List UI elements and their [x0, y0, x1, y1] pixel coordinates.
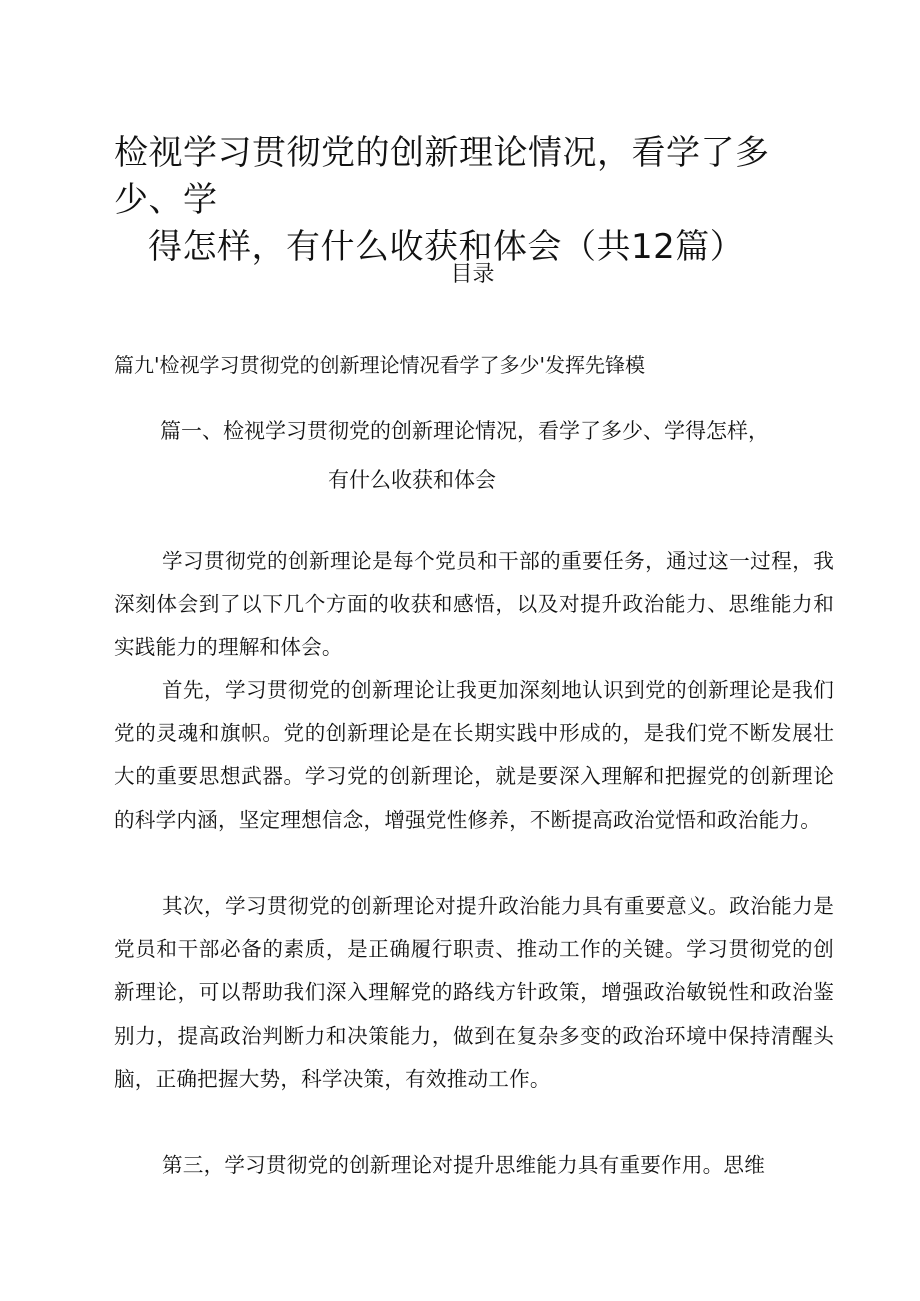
section-heading-line-2: 有什么收获和体会	[328, 468, 496, 492]
document-title	[114, 130, 834, 271]
body-paragraph: 首先，学习贯彻党的创新理论让我更加深刻地认识到党的创新理论是我们党的灵魂和旗帜。党的创新理论是在长期实践中形成的，是我们党不断发展壮大的重要思想武器。学习党的创新理论，就是要深入理解和把握党的创新理论的科学内涵，坚定理想信念，增强党性修养，不断提高政治觉悟和政治能力。	[114, 678, 834, 832]
document-title-line-2: 得怎样，有什么收获和体会（共12篇）	[148, 227, 745, 267]
body-paragraph: 学习贯彻党的创新理论是每个党员和干部的重要任务，通过这一过程，我深刻体会到了以下几个方面的收获和感悟，以及对提升政治能力、思维能力和实践能力的理解和体会。	[114, 549, 834, 660]
body-paragraph: 第三，学习贯彻党的创新理论对提升思维能力具有重要作用。思维	[162, 1153, 766, 1177]
section-heading	[160, 407, 840, 505]
toc-entry[interactable]: 篇九'检视学习贯彻党的创新理论情况看学了多少'发挥先锋模	[114, 353, 645, 377]
toc-heading: 目录	[450, 262, 495, 287]
document-title-line-1: 检视学习贯彻党的创新理论情况，看学了多少、学	[114, 133, 770, 220]
body-paragraph: 其次，学习贯彻党的创新理论对提升政治能力具有重要意义。政治能力是党员和干部必备的素质，是正确履行职责、推动工作的关键。学习贯彻党的创新理论，可以帮助我们深入理解党的路线方针政策，增强政治敏锐性和政治鉴别力，提高政治判断力和决策能力，做到在复杂多变的政治环境中保持清醒头脑，正确把握大势，科学决策，有效推动工作。	[114, 894, 834, 1091]
section-heading-line-1: 篇一、检视学习贯彻党的创新理论情况，看学了多少、学得怎样，	[160, 419, 769, 443]
